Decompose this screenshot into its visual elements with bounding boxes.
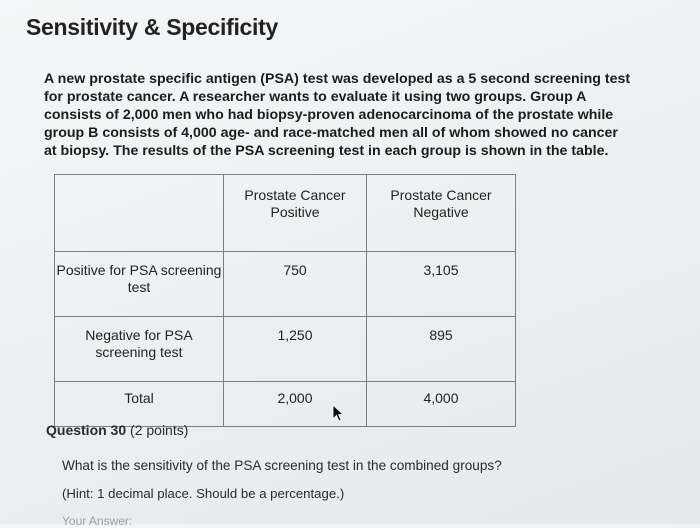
cell-false-positive: 3,105: [367, 252, 516, 317]
cell-false-negative: 1,250: [224, 317, 367, 382]
table-header-blank: [55, 175, 224, 252]
row-label-total: Total: [55, 382, 224, 427]
question-points: (2 points): [130, 422, 189, 438]
question-hint: (Hint: 1 decimal place. Should be a percentage.): [62, 486, 345, 501]
question-intro: A new prostate specific antigen (PSA) test was developed as a 5 second screening test for prostate cancer. A researcher wants to evaluate it using two groups. Group A consists of 2,000 men who had biopsy-proven adenocarcinoma of the prostate while group B consists of 4,000 age- and race-matched men all of whom showed no cancer at biopsy. The results of the PSA screening test in each group is shown in the table.: [44, 71, 631, 159]
cell-true-negative: 895: [367, 317, 516, 382]
question-heading: [46, 422, 188, 438]
row-label-psa-positive: Positive for PSA screening test: [55, 252, 224, 317]
mouse-pointer-icon: [330, 404, 344, 422]
cell-total-positive: 2,000: [224, 382, 367, 427]
table-header-cancer-positive: Prostate Cancer Positive: [224, 175, 367, 252]
page-title: Sensitivity & Specificity: [26, 14, 278, 40]
table-row-total: [55, 382, 516, 427]
cell-true-positive: 750: [224, 252, 367, 317]
question-label: Question 30: [46, 422, 127, 438]
row-label-psa-negative: Negative for PSA screening test: [55, 317, 224, 382]
table-header-cancer-negative: Prostate Cancer Negative: [367, 175, 516, 252]
table-header-row: [55, 175, 516, 252]
answer-field-label[interactable]: Your Answer:: [62, 514, 133, 528]
cell-total-negative: 4,000: [367, 382, 516, 427]
table-row: [55, 317, 516, 382]
question-prompt: What is the sensitivity of the PSA screening test in the combined groups?: [62, 458, 502, 473]
results-table: [54, 174, 516, 427]
table-row: [55, 252, 516, 317]
